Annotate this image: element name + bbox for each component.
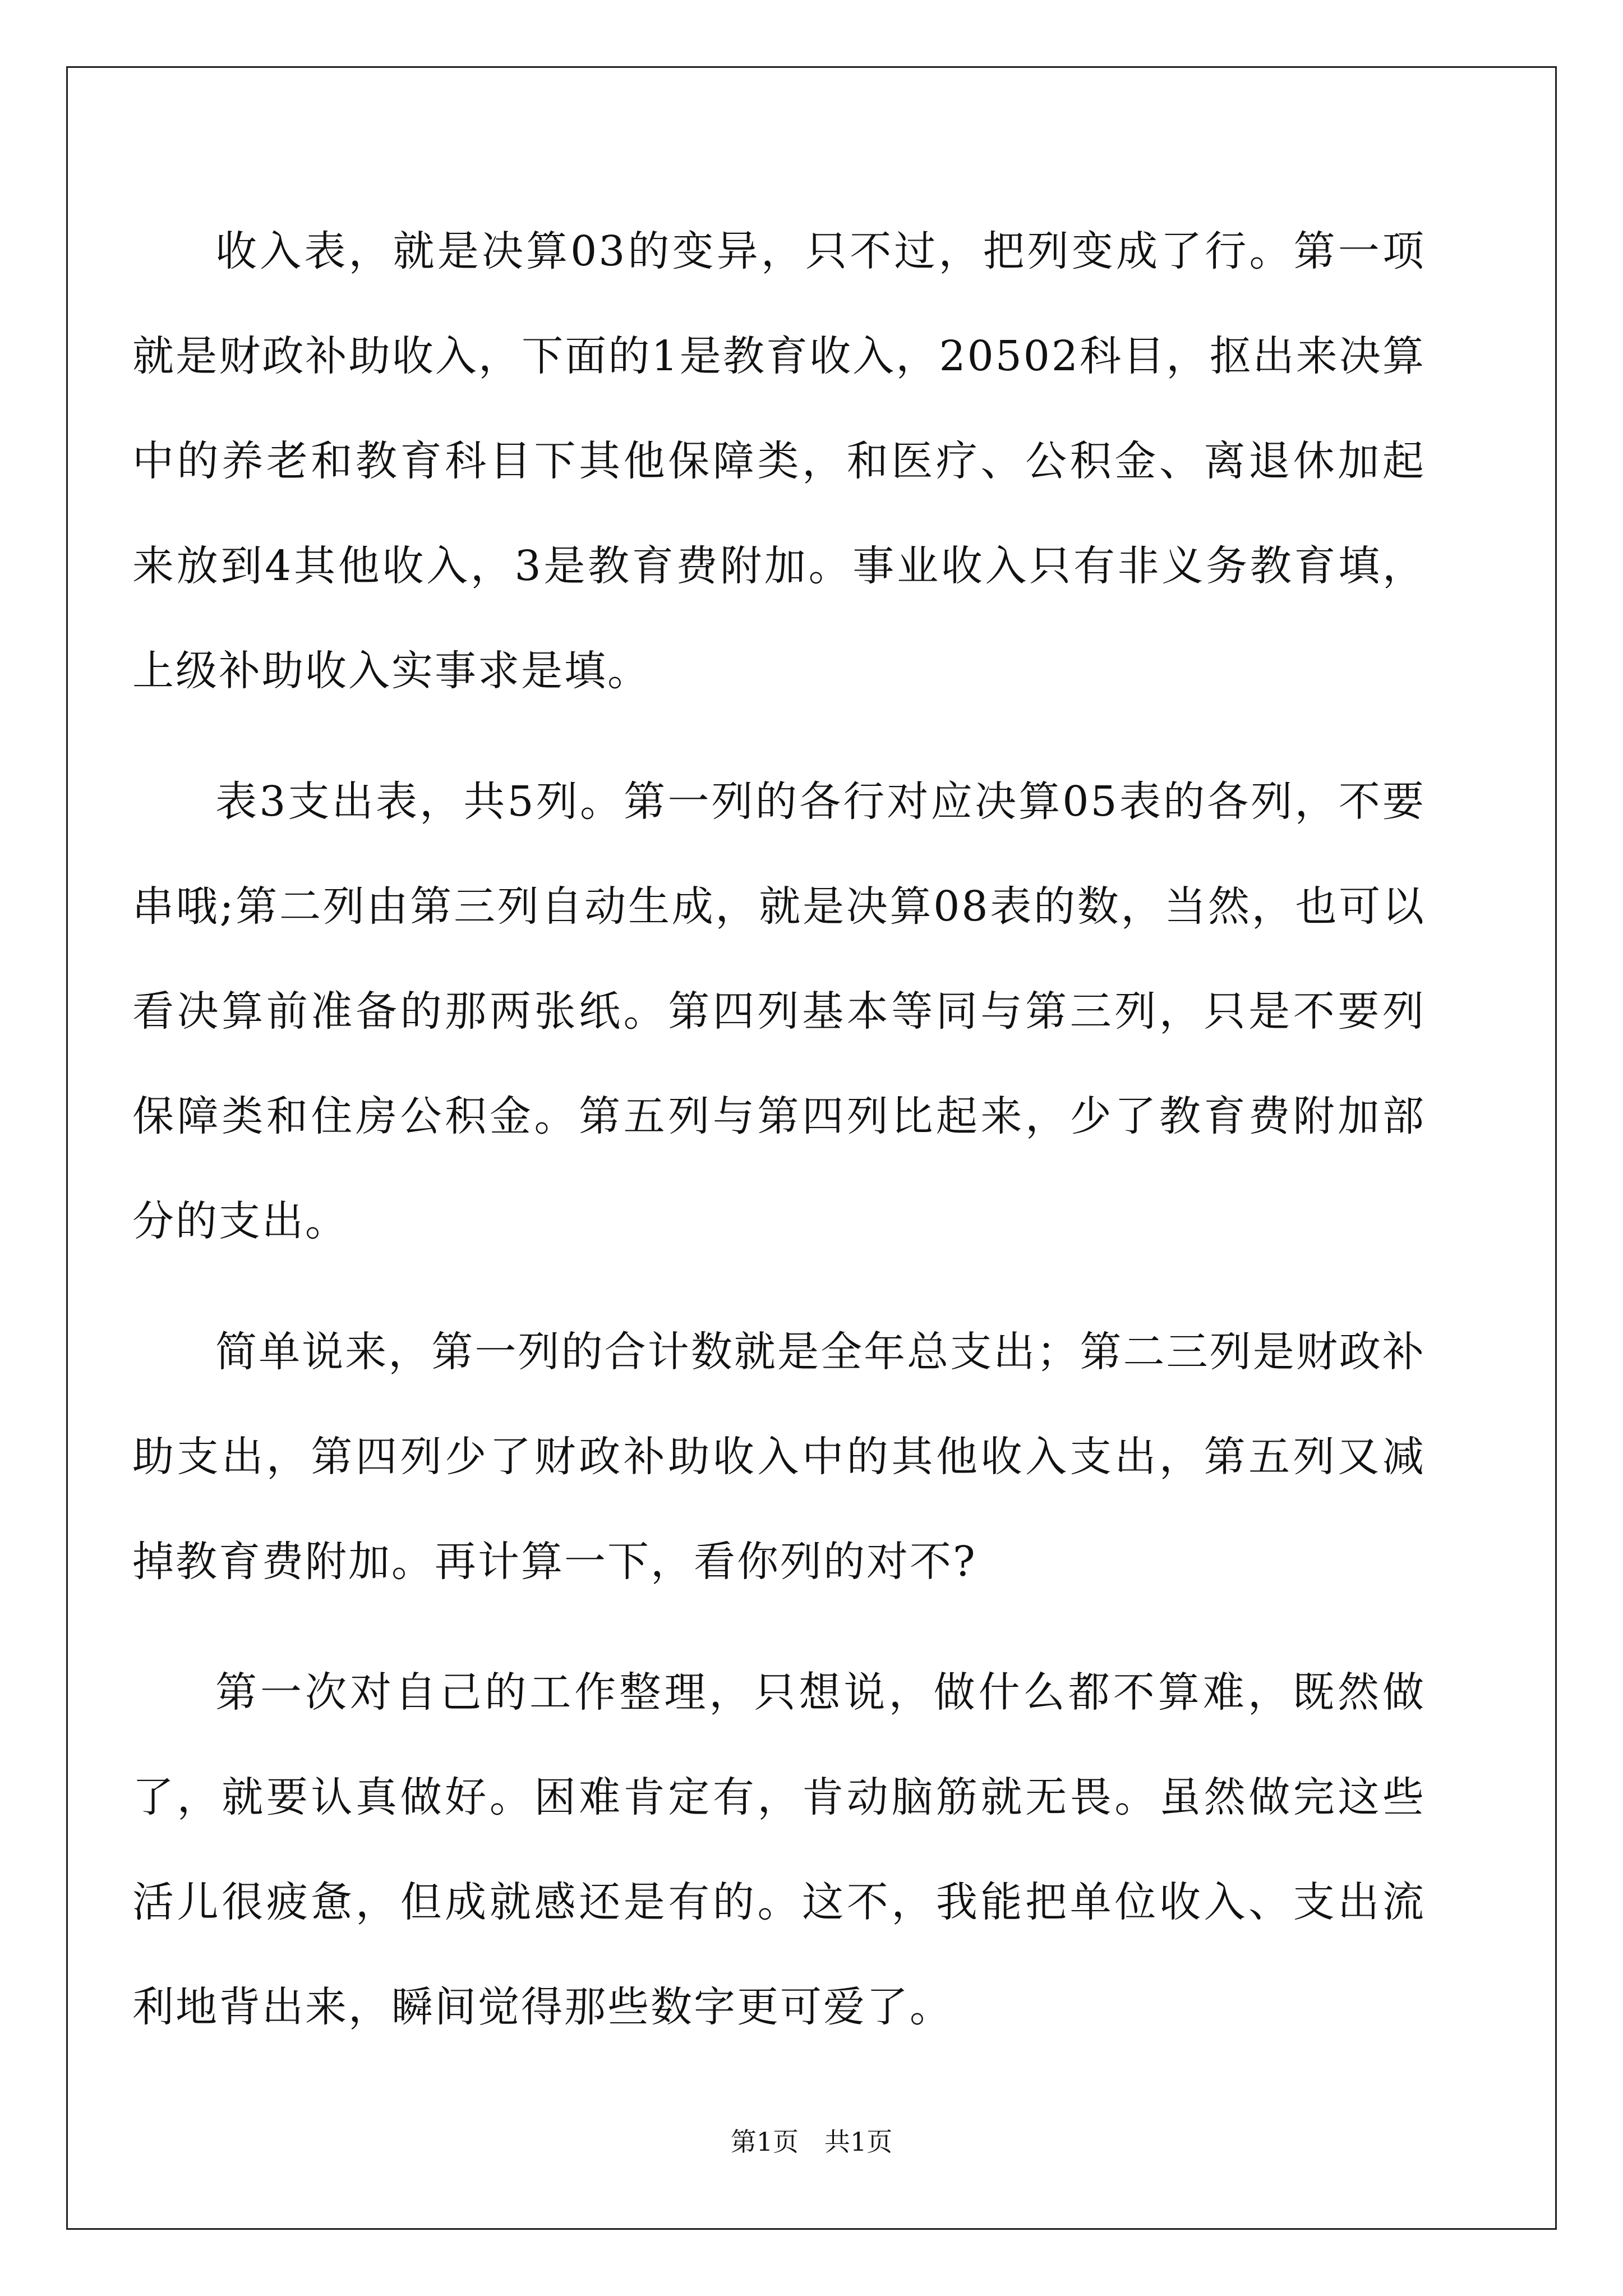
document-body: [132, 199, 1426, 2086]
page-number-current: 第1页: [730, 2127, 799, 2157]
paragraph-reflection: 第一次对自己的工作整理，只想说，做什么都不算难，既然做了，就要认真做好。困难肯定有，肯动脑筋就无畏。虽然做完这些活儿很疲惫，但成就感还是有的。这不，我能把单位收入、支出流利地背出来，瞬间觉得那些数字更可爱了。: [132, 1668, 1426, 2031]
paragraph-expense-table: 表3支出表，共5列。第一列的各行对应决算05表的各列，不要串哦;第二列由第三列自动生成，就是决算08表的数，当然，也可以看决算前准备的那两张纸。第四列基本等同与第三列，只是不要列保障类和住房公积金。第五列与第四列比起来，少了教育费附加部分的支出。: [132, 777, 1426, 1245]
paragraph-income-table: 收入表，就是决算03的变异，只不过，把列变成了行。第一项就是财政补助收入，下面的1是教育收入，20502科目，抠出来决算中的养老和教育科目下其他保障类，和医疗、公积金、离退休加起来放到4其他收入，3是教育费附加。事业收入只有非义务教育填，上级补助收入实事求是填。: [132, 227, 1426, 695]
page-footer: [0, 2125, 1623, 2159]
page-number-total: 共1页: [824, 2127, 893, 2157]
paragraph-summary: 简单说来，第一列的合计数就是全年总支出；第二三列是财政补助支出，第四列少了财政补助收入中的其他收入支出，第五列又减掉教育费附加。再计算一下，看你列的对不?: [132, 1328, 1426, 1586]
